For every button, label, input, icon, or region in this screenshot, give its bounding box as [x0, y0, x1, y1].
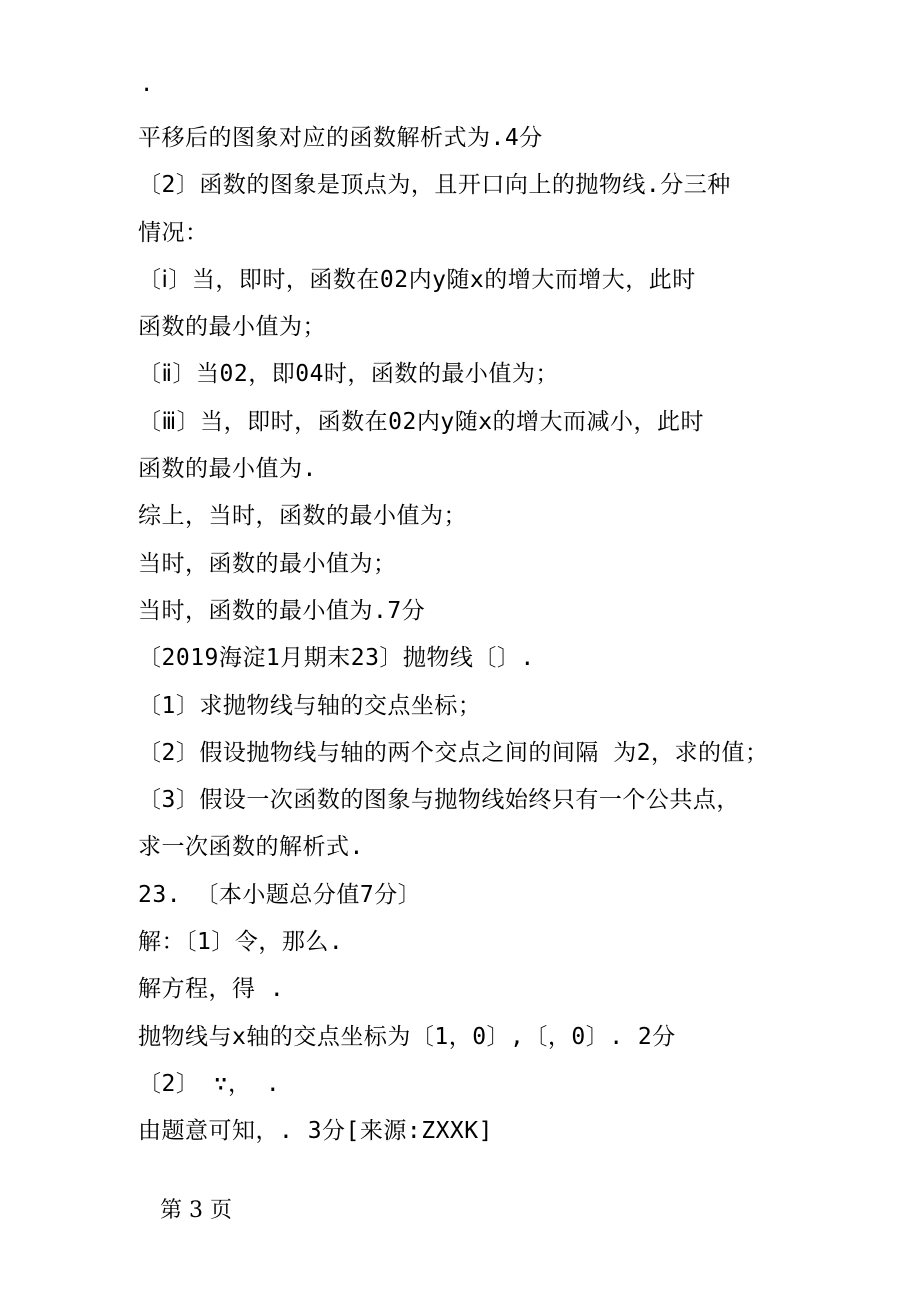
- text-line: 〔2〕函数的图象是顶点为，且开口向上的抛物线.分三种: [138, 172, 731, 199]
- text-line: 〔2〕 ∵， .: [138, 1070, 281, 1097]
- text-line: 〔2019海淀1月期末23〕抛物线〔〕.: [138, 645, 535, 672]
- text-line: 函数的最小值为；: [138, 314, 326, 341]
- text-line: 抛物线与x轴的交点坐标为〔1，0〕,〔，0〕. 2分: [138, 1023, 676, 1050]
- page-number: 第 3 页: [160, 1198, 232, 1223]
- text-line: 函数的最小值为.: [138, 456, 317, 483]
- text-line: 当时，函数的最小值为；: [138, 550, 397, 577]
- text-line: 由题意可知，. 3分[来源:ZXXK]: [138, 1118, 493, 1145]
- text-line: 解：〔1〕令，那么.: [138, 929, 344, 956]
- text-line: 〔ⅱ〕当02，即04时，函数的最小值为；: [138, 361, 559, 388]
- text-line: 当时，函数的最小值为.7分: [138, 597, 426, 624]
- text-line: 综上，当时，函数的最小值为；: [138, 503, 467, 530]
- page-marker: .: [140, 72, 154, 97]
- text-line: 〔2〕假设抛物线与轴的两个交点之间的间隔 为2，求的值；: [138, 739, 769, 766]
- document-body: [138, 118, 878, 1159]
- text-line: 〔3〕假设一次函数的图象与抛物线始终只有一个公共点，: [138, 787, 740, 814]
- text-line: 〔ⅲ〕当，即时，函数在02内y随x的增大而减小，此时: [138, 408, 705, 435]
- text-line: 情况：: [138, 219, 209, 246]
- text-line: 23. 〔本小题总分值7分〕: [138, 881, 422, 908]
- text-line: 〔1〕求抛物线与轴的交点坐标；: [138, 692, 482, 719]
- text-line: 解方程，得 .: [138, 976, 285, 1003]
- text-line: 求一次函数的解析式.: [138, 834, 364, 861]
- text-line: 平移后的图象对应的函数解析式为.4分: [138, 125, 543, 151]
- text-line: 〔ⅰ〕当，即时，函数在02内y随x的增大而增大，此时: [138, 266, 696, 293]
